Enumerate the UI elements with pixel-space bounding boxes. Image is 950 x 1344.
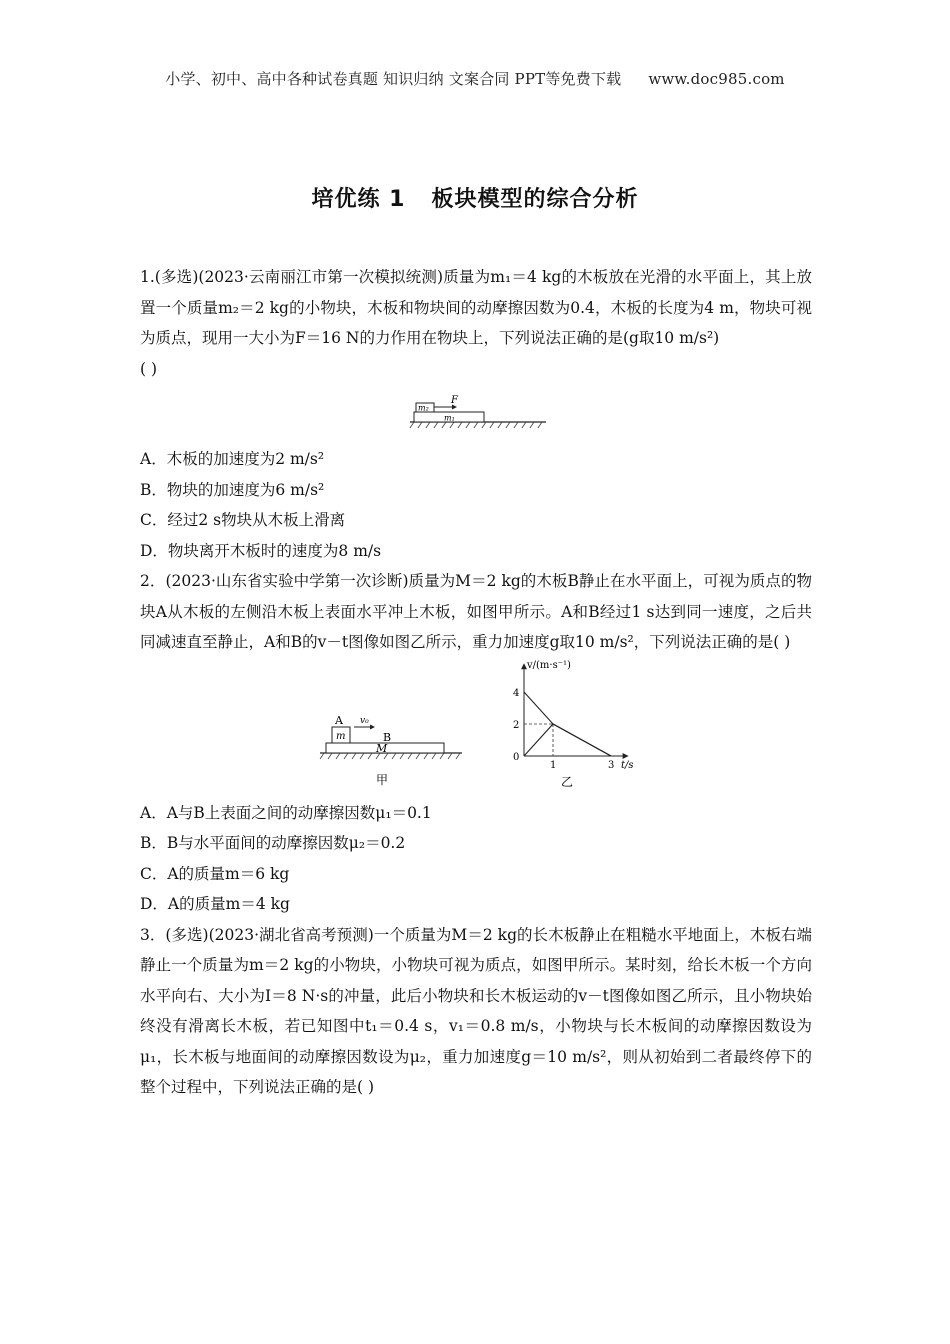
page-header bbox=[0, 68, 950, 89]
q1-option-b[interactable]: B．物块的加速度为6 m/s² bbox=[140, 480, 325, 499]
q2-caption-yi: 乙 bbox=[561, 774, 574, 789]
chart-x-label: t/s bbox=[621, 759, 634, 771]
q2-figure-yi-chart bbox=[500, 658, 650, 796]
chart-y-label: v/(m·s⁻¹) bbox=[527, 659, 571, 671]
q2-block-label: m bbox=[336, 730, 346, 742]
q3-stem: 3．(多选)(2023·湖北省高考预测)一个质量为M＝2 kg的长木板静止在粗糙水平地面上，木板右端静止一个质量为m＝2 kg的小物块，小物块可视为质点，如图甲所示。某时刻，给长木板一个方向水平向右、大小为I＝8 N·s的冲量，此后小物块和长木板运动的v－t图像如图乙所示，且小物块始终没有滑离长木板，若已知图中t₁＝0.4 s，v₁＝0.8 m/s，小物块与长木板间的动摩擦因数设为μ₁，长木板与地面间的动摩擦因数设为μ₂，重力加速度g＝10 m/s²，则从初始到二者最终停下的整个过程中，下列说法正确的是( ) bbox=[140, 925, 812, 1096]
q1-answer-blank: ( ) bbox=[140, 359, 158, 378]
chart-x-axis-arrowhead bbox=[623, 753, 629, 759]
q2-v0-label: v₀ bbox=[360, 715, 369, 726]
q2-option-b[interactable]: B．B与水平面间的动摩擦因数μ₂＝0.2 bbox=[140, 834, 406, 852]
q1-figure bbox=[140, 384, 812, 444]
q2-caption-jia: 甲 bbox=[376, 772, 389, 787]
q1-force-label: F bbox=[451, 395, 458, 406]
q2-stem: 2．(2023·山东省实验中学第一次诊断)质量为M＝2 kg的木板B静止在水平面上，可视为质点的物块A从木板的左侧沿木板上表面水平冲上木板，如图甲所示。A和B经过1 s达到同一速度，之后共同减速直至静止，A和B的v－t图像如图乙所示，重力加速度g取10 m/s²，下列说法正确的是( ) bbox=[140, 572, 812, 651]
header-site-link[interactable]: www.doc985.com bbox=[648, 70, 785, 88]
chart-x-tick-0: 0 bbox=[513, 751, 520, 763]
q2-figure-jia bbox=[316, 710, 466, 792]
page-title bbox=[0, 182, 950, 213]
q1-option-c[interactable]: C．经过2 s物块从木板上滑离 bbox=[140, 511, 346, 529]
document-body bbox=[140, 262, 812, 1103]
q1-stem: 1.(多选)(2023·云南丽江市第一次模拟统测)质量为m₁＝4 kg的木板放在光滑的水平面上，其上放置一个质量m₂＝2 kg的小物块，木板和物块间的动摩擦因数为0.4，木板的长度为4 m，物块可视为质点，现用一大小为F＝16 N的力作用在物块上，下列说法正确的是(g取10 m/s²) bbox=[140, 268, 812, 347]
chart-y-tick-2: 2 bbox=[513, 719, 520, 731]
q2-ground-hatch bbox=[320, 753, 460, 759]
q2-option-c[interactable]: C．A的质量m＝6 kg bbox=[140, 864, 290, 883]
q2-label-a: A bbox=[335, 713, 343, 727]
q1-option-a[interactable]: A．木板的加速度为2 m/s² bbox=[140, 450, 325, 468]
chart-x-tick-3: 3 bbox=[608, 759, 615, 771]
q2-v0-arrowhead bbox=[370, 724, 375, 729]
q2-board-label: M bbox=[376, 741, 388, 755]
q1-board-diagram bbox=[408, 392, 548, 434]
q1-block-label: m₂ bbox=[418, 403, 429, 413]
q1-option-d[interactable]: D．物块离开木板时的速度为8 m/s bbox=[140, 541, 382, 560]
title-label: 培优练 1 bbox=[311, 187, 406, 212]
q2-option-a[interactable]: A．A与B上表面之间的动摩擦因数μ₁＝0.1 bbox=[140, 803, 432, 822]
title-subject: 板块模型的综合分析 bbox=[431, 187, 639, 212]
q2-label-b: B bbox=[383, 730, 392, 744]
q1-ground-hatch bbox=[410, 422, 542, 428]
header-text: 小学、初中、高中各种试卷真题 知识归纳 文案合同 PPT等免费下载 bbox=[165, 70, 622, 88]
chart-series-a-line bbox=[524, 692, 611, 756]
q1-board-label: m₁ bbox=[444, 413, 455, 423]
chart-x-tick-1: 1 bbox=[550, 759, 557, 771]
chart-y-tick-4: 4 bbox=[513, 687, 520, 699]
chart-series-b-line bbox=[524, 724, 611, 756]
q2-figures bbox=[140, 658, 812, 798]
q2-option-d[interactable]: D．A的质量m＝4 kg bbox=[140, 895, 290, 913]
